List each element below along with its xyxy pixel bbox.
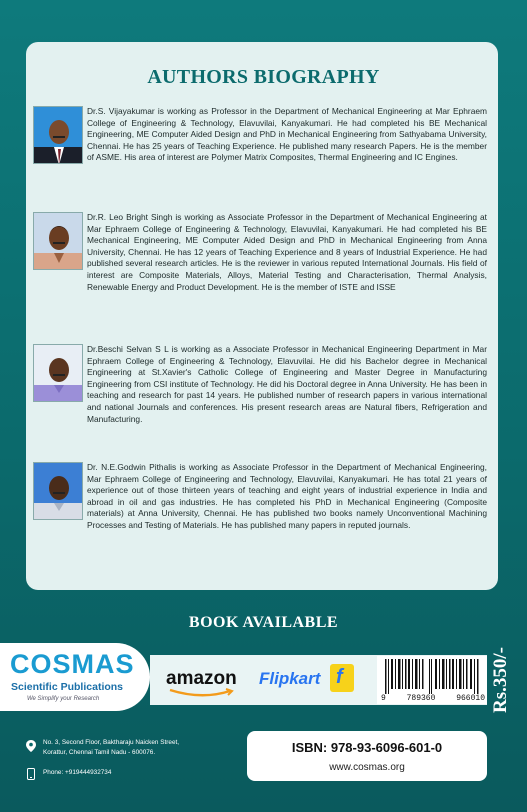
barcode-number: 9 789360 966010	[381, 694, 485, 703]
author-photo-1	[33, 106, 83, 164]
author-bio-text: Dr.Beschi Selvan S L is working as a Associate Professor in Mechanical Engineering Department in Mar Ephraem College of Engineering & Technology, Elavuvilai. He did his Bachelor degree in Mechanical Engineering at St.Xavier's Catholic College of Engineering and Master Degree in Manufacturing Engineering from CSI institute of Technology. He did his Doctoral degree in Anna University. He has been in teaching and research for past 14 years. He published number of research papers in various international and national Journals and conferences. His present research areas are Natural fibers, Refrigeration and Manufacturing.	[87, 344, 487, 424]
author-bio-text: Dr. N.E.Godwin Pithalis is working as Associate Professor in the Department of Mechanical Engineering, Mar Ephraem College of Engineering and Technology, Elavuvilai, Kanyakumari. He has total 21 years of experience out of those thirteen years of teaching and eight years of industrial experience in India and abroad in oil and gas industries. He has completed his PhD in Mechanical Engineering (Composite materials) at Anna University, Chennai. He has published two books namely Unconventional Machining Processes and Testing of Materials. He has published many papers in reputed journals.	[87, 462, 487, 530]
location-pin-icon	[26, 740, 36, 752]
flipkart-logo: Flipkart	[259, 669, 321, 688]
isbn-number: ISBN: 978-93-6096-601-0	[291, 740, 443, 755]
page-title: AUTHORS BIOGRAPHY	[147, 66, 380, 88]
cosmas-logo-text: COSMAS	[10, 649, 135, 679]
publisher-logo	[0, 643, 150, 711]
publisher-tagline: We Simplify your Research	[27, 696, 100, 702]
author-bio-text: Dr.S. Vijayakumar is working as Professor in the Department of Mechanical Engineering at Mar Ephraem College of Engineering & Technology, Elavuvilai, Kanyakumari. He had completed his BE Mechanical Engineering, ME Computer Aided Design and PhD in Mechanical Engineering from Sathyabama University, Chennai. He has 25 years of Teaching Experience. He published many research Papers. He is the member of ASME. His area of interest are Polymer Matrix Composites, Thermal Engineering and IC Engines.	[87, 106, 487, 163]
isbn-box	[247, 731, 487, 781]
website-link[interactable]: www.cosmas.org	[329, 762, 405, 773]
amazon-logo: amazon	[166, 668, 237, 689]
publisher-name: Scientific Publications	[11, 681, 124, 693]
barcode-icon	[377, 656, 487, 694]
author-photo-4	[33, 462, 83, 520]
flipkart-bag-icon: f	[330, 664, 354, 692]
author-bio-text: Dr.R. Leo Bright Singh is working as Associate Professor in the Department of Mechanical Engineering at Mar Ephraem College of Engineering & Technology, Elavuvilai, Kanyakumari. He had completed his BE Mechanical Engineering, ME Computer Aided Design and PhD in Mechanical Engineering from Anna University, Chennai. He has 12 years of Teaching Experience and 8 years of Industrial Experience. He had published several research articles. He is the reviewer in various reputed International Journals. His field of interest are Composite Materials, Alloys, Material Testing and Characterisation, Thermal Analysis, Renewable Energy and Product Development. He is the member of ISTE and ISSE	[87, 212, 487, 292]
author-photo-2	[33, 212, 83, 270]
author-photo-3	[33, 344, 83, 402]
book-available-heading: BOOK AVAILABLE	[188, 614, 339, 631]
price-label: Rs.350/-	[490, 647, 511, 713]
phone-icon	[27, 768, 35, 780]
amazon-smile-icon	[168, 688, 238, 698]
